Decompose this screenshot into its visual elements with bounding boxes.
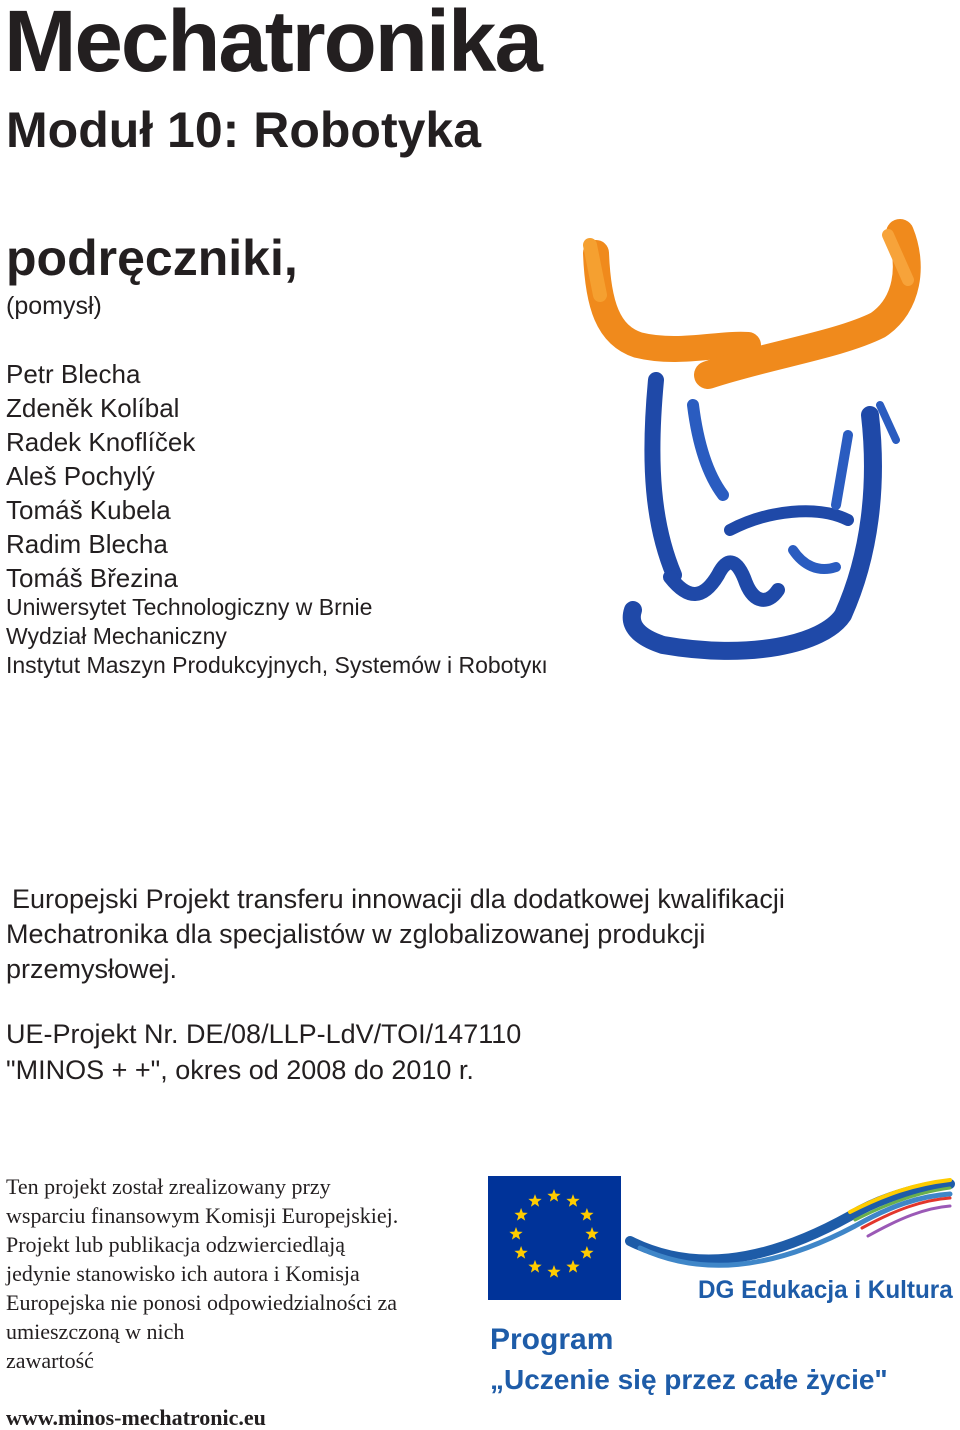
program-label: Program — [490, 1323, 614, 1356]
website-link[interactable]: www.minos-mechatronic.eu — [6, 1405, 266, 1430]
program-name: „Uczenie się przez całe życie" — [490, 1364, 888, 1395]
section-heading: podręczniki, — [6, 230, 298, 286]
disclaimer-line: jedynie stanowisko ich autora i Komisja — [6, 1261, 360, 1286]
disclaimer-line: umieszczoną w nich — [6, 1319, 185, 1344]
funding-disclaimer — [6, 1172, 476, 1375]
author-name: Tomáš Březina — [6, 563, 178, 593]
faculty-name: Wydział Mechaniczny — [6, 623, 227, 649]
section-note: (pomysł) — [6, 292, 102, 320]
disclaimer-line: zawartość — [6, 1348, 94, 1373]
project-description-line: Europejski Projekt transferu innowacji dla dodatkowej kwalifikacji — [12, 884, 785, 914]
institution-info — [6, 593, 548, 680]
face-logo-image — [578, 205, 958, 665]
project-number: UE-Projekt Nr. DE/08/LLP-LdV/TOI/147110 — [6, 1019, 522, 1049]
author-name: Tomáš Kubela — [6, 495, 171, 525]
university-name: Uniwersytet Technologiczny w Brnie — [6, 594, 373, 620]
author-name: Radek Knoflíček — [6, 427, 196, 457]
author-list — [6, 357, 195, 595]
dg-education-culture-label: DG Edukacja i Kultura — [698, 1276, 953, 1304]
institute-name: Instytut Maszyn Produkcyjnych, Systemów i Robotyкı — [6, 652, 548, 678]
module-subtitle: Moduł 10: Robotyka — [6, 102, 482, 158]
author-name: Petr Blecha — [6, 359, 141, 389]
disclaimer-line: Ten projekt został zrealizowany przy — [6, 1174, 331, 1199]
disclaimer-line: wsparciu finansowym Komisji Europejskiej. — [6, 1203, 399, 1228]
project-id-block — [6, 1016, 521, 1088]
lifelong-learning-swoosh-icon — [600, 1176, 955, 1286]
document-title: Mechatronika — [4, 0, 541, 90]
disclaimer-line: Projekt lub publikacja odzwierciedlają — [6, 1232, 346, 1257]
project-description-line: Mechatronika dla specjalistów w zglobalizowanej produkcji — [6, 919, 706, 949]
project-description — [6, 882, 876, 987]
disclaimer-line: Europejska nie ponosi odpowiedzialności za — [6, 1290, 398, 1315]
author-name: Zdeněk Kolíbal — [6, 393, 180, 423]
author-name: Aleš Pochylý — [6, 461, 155, 491]
author-name: Radim Blecha — [6, 529, 168, 559]
project-description-line: przemysłowej. — [6, 954, 178, 984]
project-period: "MINOS + +", okres od 2008 do 2010 r. — [6, 1055, 474, 1085]
